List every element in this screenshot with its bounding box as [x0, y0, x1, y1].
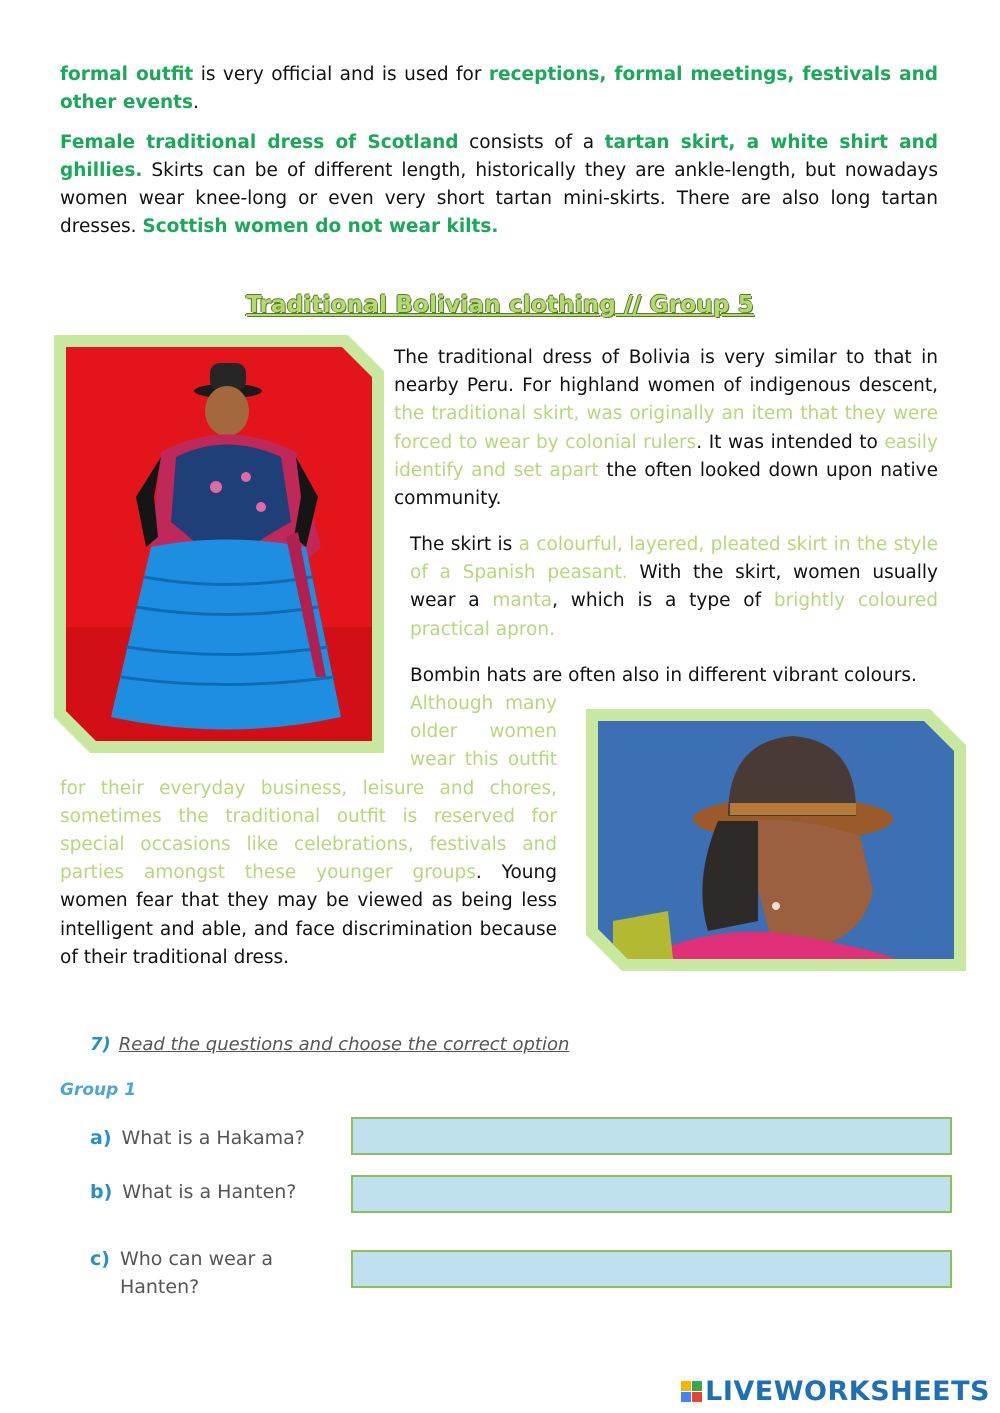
- woman-illustration: [66, 347, 372, 741]
- logo-text: LIVEWORKSHEETS: [705, 1376, 990, 1407]
- answer-field-a[interactable]: [351, 1117, 952, 1155]
- question-c: c) Who can wear a Hanten?: [90, 1248, 273, 1298]
- bolivia-paragraph-3: Although many older women wear this outfit for their everyday business, leisure and chores, sometimes the traditional outfit is reserved for special occasions like celebrations, festivals and parties amongst these younger groups. Young women fear that they may be viewed as being less intelligent and able, and face discrimination because of their traditional dress.: [60, 690, 557, 972]
- bolivia-paragraph-3-intro: Bombin hats are often also in different vibrant colours.: [410, 665, 917, 686]
- wrap-spacer: [60, 690, 410, 774]
- scotland-paragraph-1: formal outfit is very official and is used for receptions, formal meetings, festivals and other events.: [60, 64, 938, 113]
- highlight: Female traditional dress of Scotland: [60, 132, 459, 153]
- bolivia-paragraph-1: The traditional dress of Bolivia is very similar to that in nearby Peru. For highland women of indigenous descent, the traditional skirt, was originally an item that they were forced to wear by colonial rulers. It was intended to easily identify and set apart the often looked down upon native community.: [394, 347, 939, 510]
- highlight: brightly coloured practical apron.: [410, 590, 938, 640]
- answer-field-b[interactable]: [351, 1175, 952, 1213]
- group-label: Group 1: [60, 1080, 137, 1100]
- logo-icon: [681, 1381, 702, 1402]
- photo-hat: [598, 721, 954, 959]
- exercise-instruction: Read the questions and choose the correct option: [118, 1034, 570, 1055]
- highlight: Although many older women wear this outfit for their everyday business, leisure and chores, sometimes the traditional outfit is reserved for special occasions like celebrations, festivals and parties amongst these younger groups: [60, 693, 557, 884]
- exercise-title: 7) Read the questions and choose the correct option: [90, 1034, 570, 1055]
- highlight: Scottish women do not wear kilts.: [142, 216, 499, 237]
- photo-hat-frame: [586, 709, 966, 971]
- scotland-paragraph-2: Female traditional dress of Scotland consists of a tartan skirt, a white shirt and ghillies. Skirts can be of different length, historically they are ankle-length, but nowadays women wear knee-long or even very short tartan mini-skirts. There are also long tartan dresses. Scottish women do not wear kilts.: [60, 132, 938, 237]
- highlight: tartan skirt, a white shirt and ghillies.: [60, 132, 938, 181]
- hat-woman-illustration: [598, 721, 954, 959]
- section-heading: Traditional Bolivian clothing // Group 5: [246, 292, 754, 318]
- highlight: the traditional skirt, was originally an item that they were forced to wear by colonial rulers: [394, 403, 938, 453]
- question-b: b) What is a Hanten?: [90, 1181, 297, 1203]
- highlight: manta: [492, 590, 553, 612]
- liveworksheets-logo[interactable]: [681, 1376, 990, 1407]
- photo-woman: [66, 347, 372, 741]
- question-a: a) What is a Hakama?: [90, 1127, 305, 1149]
- highlight: a colourful, layered, pleated skirt in the style of a Spanish peasant.: [410, 534, 938, 584]
- bolivia-paragraph-2: The skirt is a colourful, layered, pleated skirt in the style of a Spanish peasant. With the skirt, women usually wear a manta, which is a type of brightly coloured practical apron.: [410, 534, 938, 640]
- highlight: receptions, formal meetings, festivals and other events: [60, 64, 938, 113]
- answer-field-c[interactable]: [351, 1250, 952, 1288]
- highlight: formal outfit: [60, 64, 194, 85]
- highlight: easily identify and set apart: [394, 431, 939, 481]
